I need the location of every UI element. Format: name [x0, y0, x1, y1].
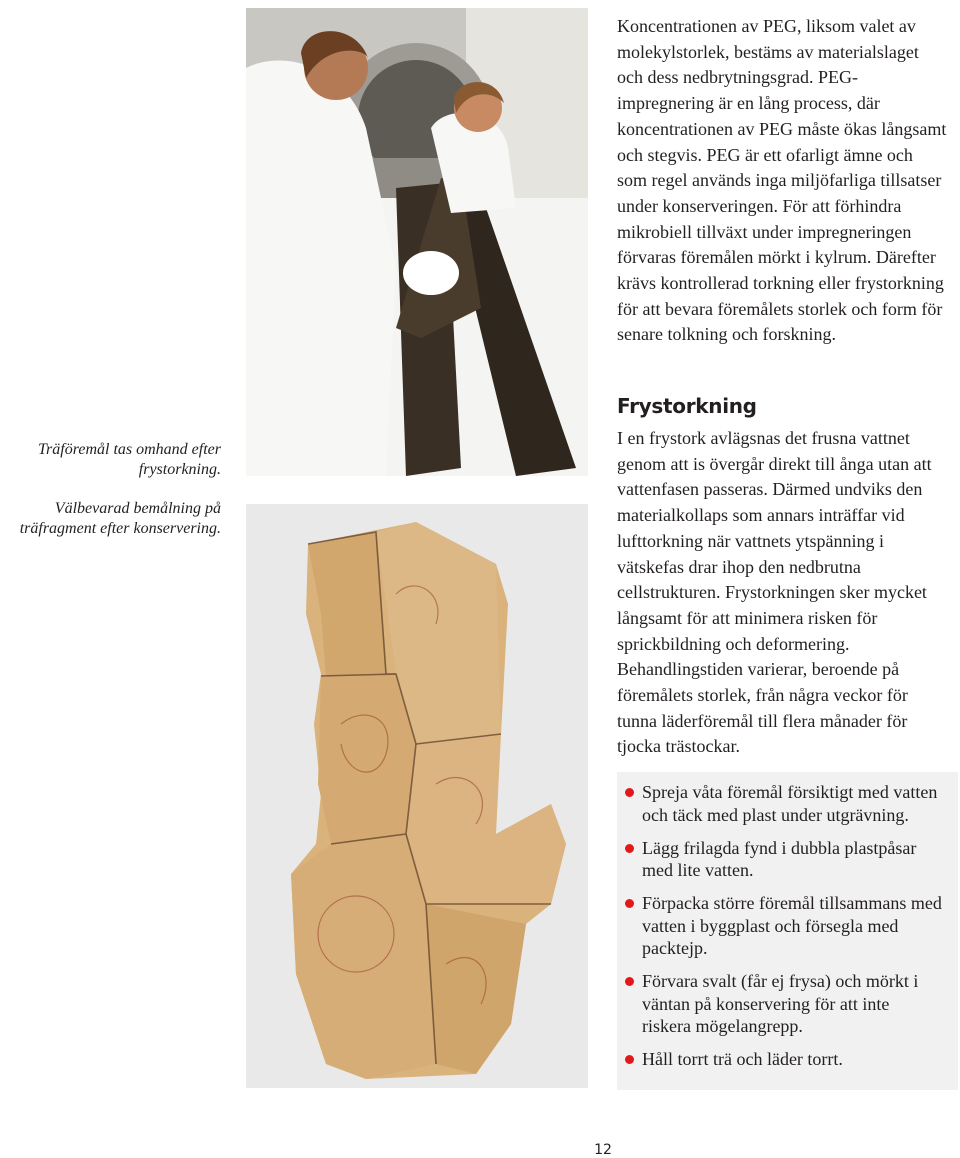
tip-item — [625, 781, 942, 826]
painted-wood-fragment-photo — [246, 504, 588, 1088]
section-heading-frystorkning: Frystorkning — [617, 394, 757, 418]
bullet-dot-icon — [625, 899, 634, 908]
tip-text: Spreja våta föremål försiktigt med vatten och täck med plast under utgrävning. — [642, 782, 938, 825]
bullet-dot-icon — [625, 1055, 634, 1064]
bullet-dot-icon — [625, 788, 634, 797]
conservators-photo — [246, 8, 588, 476]
tip-text: Lägg frilagda fynd i dubbla plastpåsar med lite vatten. — [642, 837, 917, 880]
bullet-dot-icon — [625, 977, 634, 986]
tip-text: Förvara svalt (får ej frysa) och mörkt i väntan på konservering för att inte riskera mögelangrepp. — [642, 971, 919, 1036]
tips-box — [617, 772, 958, 1090]
tips-list — [625, 781, 950, 1071]
caption-wood-photo: Välbevarad bemålning på träfragment efter konservering. — [19, 500, 221, 537]
page-number: 12 — [594, 1142, 612, 1158]
tip-item — [625, 1048, 942, 1071]
body-text-peg: Koncentrationen av PEG, liksom valet av molekylstorlek, bestäms av materialslaget och dess nedbrytningsgrad. PEG-impregnering är en lång process, där koncentrationen av PEG måste ökas långsamt och stegvis. PEG är ett ofarligt ämne och som regel används inga miljöfarliga tillsatser under konserveringen. För att förhindra mikrobiell tillväxt under impregneringen förvaras föremålen mörkt i kylrum. Därefter krävs kontrollerad torkning eller frystorkning för att bevara föremålets storlek och form för senare tolkning och forskning. — [617, 16, 947, 345]
caption-lab-photo: Träföremål tas omhand efter frystorkning. — [38, 441, 221, 478]
tip-text: Förpacka större föremål tillsammans med vatten i byggplast och försegla med packtejp. — [642, 893, 942, 958]
bullet-dot-icon — [625, 844, 634, 853]
body-text-frystorkning: I en frystork avlägsnas det frusna vattnet genom att is övergår direkt till ånga utan att vattenfasen passeras. Därmed undviks den materialkollaps som annars inträffar vid lufttorkning när vattnets ytspänning i vätskefas drar ihop den nedbrutna cellstrukturen. Frystorkningen sker mycket långsamt för att minimera risken för sprickbildning och deformering. Behandlingstiden varierar, beroende på föremålets storlek, från några veckor för tunna läderföremål till flera månader för tjocka trästockar. — [617, 428, 932, 757]
photo-captions — [0, 440, 221, 558]
tip-text: Håll torrt trä och läder torrt. — [642, 1049, 843, 1069]
tip-item — [625, 837, 942, 882]
tip-item — [625, 892, 942, 960]
tip-item — [625, 970, 942, 1038]
